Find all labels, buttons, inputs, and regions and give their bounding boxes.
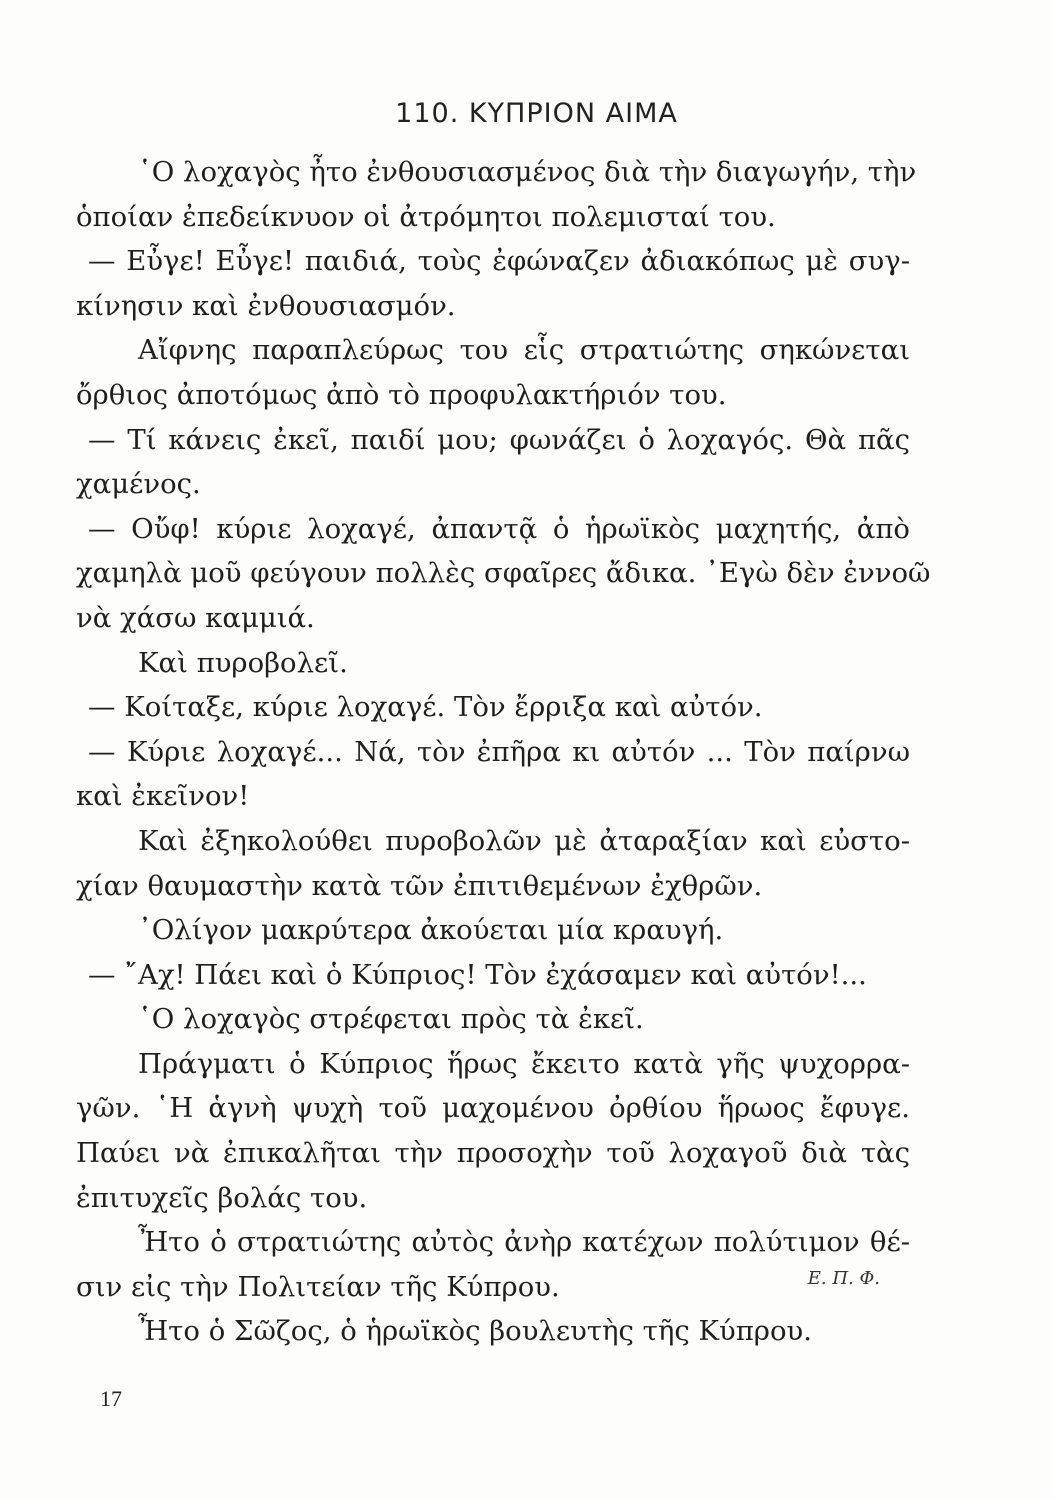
text-line: νὰ χάσω καμμιά. (76, 601, 315, 634)
text-line: ὄρθιος ἀποτόμως ἀπὸ τὸ προφυλακτήριόν του. (76, 378, 727, 411)
text-line: Αἴφνης παραπλεύρως του εἷς στρατιώτης σηκώνεται (138, 334, 910, 367)
text-line: χαμηλὰ μοῦ φεύγουν πολλὲς σφαῖρες ἄδικα. ᾿Εγὼ δὲν ἐννοῶ (76, 557, 931, 590)
text-line: — Τί κάνεις ἐκεῖ, παιδί μου; φωνάζει ὁ λοχαγός. Θὰ πᾶς (88, 423, 910, 456)
author-signature: Ε. Π. Φ. (807, 1268, 880, 1289)
chapter-title: 110. ΚΥΠΡΙΟΝ ΑΙΜΑ (395, 98, 678, 129)
text-line: καὶ ἐκεῖνον! (76, 780, 250, 813)
text-line: Καὶ πυροβολεῖ. (138, 646, 348, 679)
text-line: Ἦτο ὁ στρατιώτης αὐτὸς ἀνὴρ κατέχων πολύτιμον θέ- (138, 1226, 910, 1259)
text-line: χίαν θαυμαστὴν κατὰ τῶν ἐπιτιθεμένων ἐχθρῶν. (76, 869, 763, 902)
text-line: Παύει νὰ ἐπικαλῆται τὴν προσοχὴν τοῦ λοχαγοῦ διὰ τὰς (76, 1137, 910, 1170)
text-line: ὁποίαν ἐπεδείκνυον οἱ ἀτρόμητοι πολεμισταί του. (76, 200, 776, 233)
text-line: ἐπιτυχεῖς βολάς του. (76, 1181, 368, 1214)
text-line: — Κοίταξε, κύριε λοχαγέ. Τὸν ἔρριξα καὶ αὐτόν. (88, 691, 763, 724)
text-line: Πράγματι ὁ Κύπριος ἥρως ἔκειτο κατὰ γῆς ψυχορρα- (138, 1047, 910, 1080)
text-line: — Κύριε λοχαγέ... Νά, τὸν ἐπῆρα κι αὐτόν ... Τὸν παίρνω (88, 735, 910, 768)
text-line: — ῎Αχ! Πάει καὶ ὁ Κύπριος! Τὸν ἐχάσαμεν καὶ αὐτόν!... (88, 958, 867, 991)
text-line: σιν εἰς τὴν Πολιτείαν τῆς Κύπρου. (76, 1270, 560, 1303)
text-line: — Οὔφ! κύριε λοχαγέ, ἀπαντᾷ ὁ ἡρωϊκὸς μαχητής, ἀπὸ (88, 512, 910, 545)
body-text (76, 150, 931, 1354)
text-line: Καὶ ἐξηκολούθει πυροβολῶν μὲ ἀταραξίαν καὶ εὐστο- (138, 824, 910, 857)
text-line: ῾Ο λοχαγὸς στρέφεται πρὸς τὰ ἐκεῖ. (138, 1003, 644, 1036)
text-line: ᾿Ολίγον μακρύτερα ἀκούεται μία κραυγή. (138, 914, 724, 947)
text-line: χαμένος. (76, 468, 201, 501)
text-line: Ἦτο ὁ Σῶζος, ὁ ἡρωϊκὸς βουλευτὴς τῆς Κύπρου. (138, 1315, 812, 1348)
page-number: 17 (100, 1386, 122, 1411)
text-line: ῾Ο λοχαγὸς ἦτο ἐνθουσιασμένος διὰ τὴν διαγωγήν, τὴν (138, 156, 917, 188)
text-line: γῶν. ῾Η ἁγνὴ ψυχὴ τοῦ μαχομένου ὀρθίου ἥρωος ἔφυγε. (76, 1092, 910, 1125)
text-line: κίνησιν καὶ ἐνθουσιασμόν. (76, 289, 456, 322)
text-line: — Εὖγε! Εὖγε! παιδιά, τοὺς ἐφώναζεν ἀδιακόπως μὲ συγ- (88, 245, 910, 278)
